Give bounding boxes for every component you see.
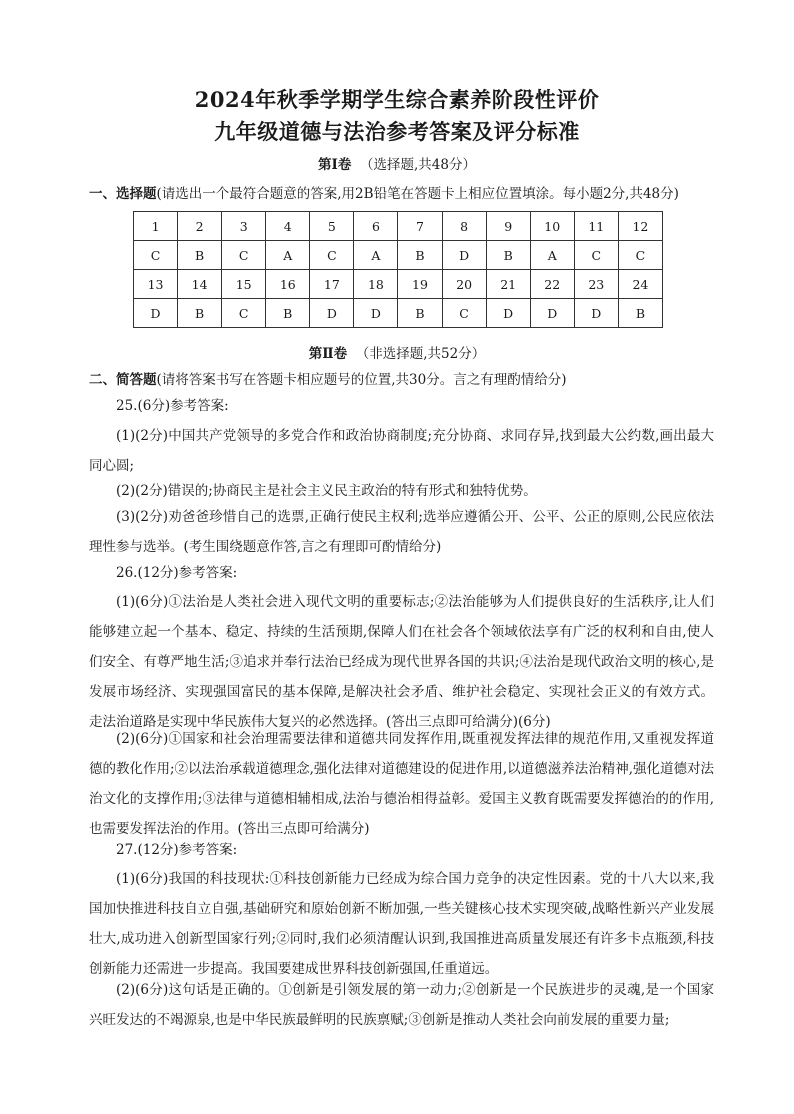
question-number-cell: 5 bbox=[310, 212, 354, 241]
question-number-cell: 2 bbox=[178, 212, 222, 241]
q25-answer-1: (1)(2分)中国共产党领导的多党合作和政治协商制度;充分协商、求同存异,找到最大公约数,画出最大同心圆; bbox=[89, 428, 714, 474]
section-2-label: 二、简答题 bbox=[89, 372, 157, 388]
answer-cell: D bbox=[442, 241, 486, 270]
answer-cell: B bbox=[178, 299, 222, 328]
q26-answer-2: (2)(6分)①国家和社会治理需要法律和道德共同发挥作用,既重视发挥法律的规范作用,又重视发挥道德的教化作用;②以法治承载道德理念,强化法律对道德建设的促进作用,以道德滋养法治精神,强化道德对法治文化的支撑作用;③法律与道德相辅相成,法治与德治相得益彰。爱国主义教育既需要发挥德治的的作用,也需要发挥法治的作用。(答出三点即可给满分) bbox=[89, 731, 714, 837]
q26-answer-1: (1)(6分)①法治是人类社会进入现代文明的重要标志;②法治能够为人们提供良好的生活秩序,让人们能够建立起一个基本、稳定、持续的生活预期,保障人们在社会各个领域依法享有广泛的权利和自由,使人们安全、有尊严地生活;③追求并奉行法治已经成为现代世界各国的共识;④法治是现代政治文明的核心,是发展市场经济、实现强国富民的基本保障,是解决社会矛盾、维护社会稳定、实现社会正义的有效方式。走法治道路是实现中华民族伟大复兴的必然选择。(答出三点即可给满分)(6分) bbox=[89, 594, 714, 730]
answer-cell: D bbox=[134, 299, 178, 328]
answer-table-row bbox=[134, 270, 663, 299]
answer-cell: D bbox=[574, 299, 618, 328]
section-1-label: 一、选择题 bbox=[89, 186, 157, 202]
answer-cell: C bbox=[222, 241, 266, 270]
answer-cell: C bbox=[134, 241, 178, 270]
question-number-cell: 20 bbox=[442, 270, 486, 299]
question-number-cell: 16 bbox=[266, 270, 310, 299]
answer-cell: C bbox=[222, 299, 266, 328]
answer-cell: C bbox=[442, 299, 486, 328]
q25-heading: 25.(6分)参考答案: bbox=[116, 398, 229, 414]
answer-table bbox=[133, 211, 663, 328]
question-number-cell: 19 bbox=[398, 270, 442, 299]
question-number-cell: 4 bbox=[266, 212, 310, 241]
answer-cell: C bbox=[618, 241, 662, 270]
question-number-cell: 7 bbox=[398, 212, 442, 241]
question-number-cell: 22 bbox=[530, 270, 574, 299]
document-title: 2024年秋季学期学生综合素养阶段性评价 bbox=[194, 87, 600, 112]
answer-cell: B bbox=[618, 299, 662, 328]
answer-table-row bbox=[134, 241, 663, 270]
document-subtitle: 九年级道德与法治参考答案及评分标准 bbox=[214, 119, 580, 144]
volume-1-note: （选择题,共48分） bbox=[359, 157, 476, 173]
answer-table-row bbox=[134, 299, 663, 328]
question-number-cell: 11 bbox=[574, 212, 618, 241]
section-1-instruction: (请选出一个最符合题意的答案,用2B铅笔在答题卡上相应位置填涂。每小题2分,共48分) bbox=[156, 186, 679, 202]
answer-cell: D bbox=[530, 299, 574, 328]
question-number-cell: 1 bbox=[134, 212, 178, 241]
answer-cell: D bbox=[486, 299, 530, 328]
question-number-cell: 15 bbox=[222, 270, 266, 299]
volume-2-note: （非选择题,共52分） bbox=[355, 346, 486, 362]
question-number-cell: 6 bbox=[354, 212, 398, 241]
q25-answer-3: (3)(2分)劝爸爸珍惜自己的选票,正确行使民主权利;选举应遵循公开、公平、公正的原则,公民应依法理性参与选举。(考生围绕题意作答,言之有理即可酌情给分) bbox=[89, 509, 714, 555]
question-number-cell: 23 bbox=[574, 270, 618, 299]
section-2-instruction: (请将答案书写在答题卡相应题号的位置,共30分。言之有理酌情给分) bbox=[156, 372, 567, 388]
q26-heading: 26.(12分)参考答案: bbox=[116, 565, 238, 581]
q27-answer-2: (2)(6分)这句话是正确的。①创新是引领发展的第一动力;②创新是一个民族进步的灵魂,是一个国家兴旺发达的不竭源泉,也是中华民族最鲜明的民族禀赋;③创新是推动人类社会向前发展的重要力量; bbox=[89, 982, 714, 1028]
answer-cell: A bbox=[266, 241, 310, 270]
answer-cell: B bbox=[486, 241, 530, 270]
q27-answer-1: (1)(6分)我国的科技现状:①科技创新能力已经成为综合国力竞争的决定性因素。党的十八大以来,我国加快推进科技自立自强,基础研究和原始创新不断加强,一些关键核心技术实现突破,战略性新兴产业发展壮大,成功进入创新型国家行列;②同时,我们必须清醒认识到,我国推进高质量发展还有许多卡点瓶颈,科技创新能力还需进一步提高。我国要建成世界科技创新强国,任重道远。 bbox=[89, 871, 714, 977]
question-number-cell: 3 bbox=[222, 212, 266, 241]
volume-1-name: 第Ⅰ卷 bbox=[318, 157, 352, 173]
section-1-heading bbox=[89, 182, 719, 202]
question-number-cell: 12 bbox=[618, 212, 662, 241]
q25-answer-2: (2)(2分)错误的;协商民主是社会主义民主政治的特有形式和独特优势。 bbox=[116, 483, 537, 499]
answer-table-row bbox=[134, 212, 663, 241]
section-2-heading bbox=[89, 368, 719, 388]
answer-cell: A bbox=[354, 241, 398, 270]
answer-cell: D bbox=[354, 299, 398, 328]
question-number-cell: 17 bbox=[310, 270, 354, 299]
answer-cell: B bbox=[398, 299, 442, 328]
question-number-cell: 13 bbox=[134, 270, 178, 299]
question-number-cell: 24 bbox=[618, 270, 662, 299]
answer-cell: A bbox=[530, 241, 574, 270]
question-number-cell: 18 bbox=[354, 270, 398, 299]
answer-cell: C bbox=[310, 241, 354, 270]
answer-cell: B bbox=[398, 241, 442, 270]
answer-cell: C bbox=[574, 241, 618, 270]
question-number-cell: 9 bbox=[486, 212, 530, 241]
question-number-cell: 8 bbox=[442, 212, 486, 241]
answer-cell: B bbox=[266, 299, 310, 328]
answer-cell: D bbox=[310, 299, 354, 328]
volume-2-heading bbox=[0, 342, 794, 362]
question-number-cell: 14 bbox=[178, 270, 222, 299]
q27-heading: 27.(12分)参考答案: bbox=[116, 842, 238, 858]
answer-cell: B bbox=[178, 241, 222, 270]
question-number-cell: 10 bbox=[530, 212, 574, 241]
volume-1-heading bbox=[0, 153, 794, 173]
question-number-cell: 21 bbox=[486, 270, 530, 299]
volume-2-name: 第Ⅱ卷 bbox=[308, 346, 348, 362]
